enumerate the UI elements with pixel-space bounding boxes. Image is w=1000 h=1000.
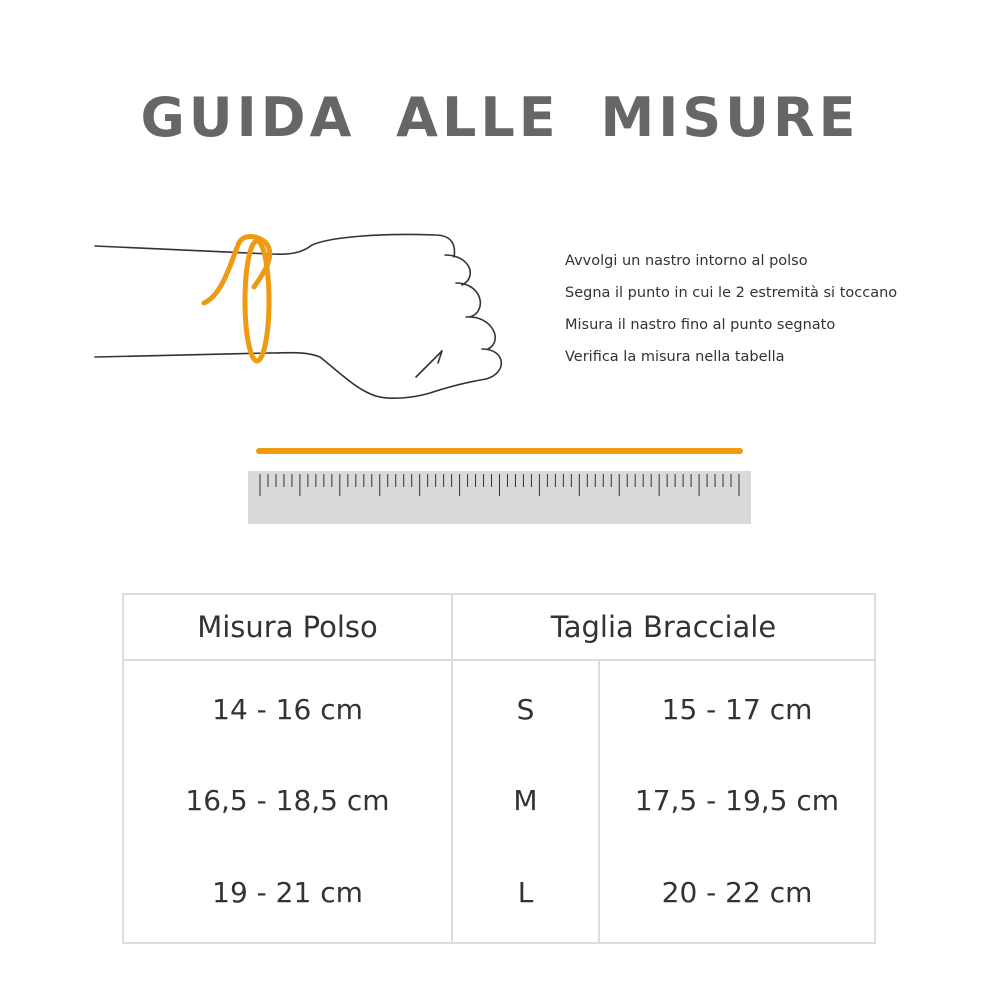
table-row bbox=[123, 758, 875, 842]
instructions-list bbox=[565, 250, 897, 378]
table-row bbox=[123, 842, 875, 943]
instruction-step: Misura il nastro fino al punto segnato bbox=[565, 317, 836, 333]
size-letter-cell: S bbox=[452, 660, 599, 758]
table-row bbox=[123, 660, 875, 758]
size-letter-cell: M bbox=[452, 758, 599, 842]
ruler-icon bbox=[248, 471, 751, 524]
page-title: GUIDA ALLE MISURE bbox=[140, 86, 860, 149]
instruction-step: Verifica la misura nella tabella bbox=[565, 349, 785, 365]
wrist-cell: 14 - 16 cm bbox=[123, 660, 452, 758]
header-bracelet-size: Taglia Bracciale bbox=[452, 594, 875, 660]
bracelet-length-cell: 15 - 17 cm bbox=[599, 660, 875, 758]
size-letter-cell: L bbox=[452, 842, 599, 943]
bracelet-length-cell: 20 - 22 cm bbox=[599, 842, 875, 943]
instruction-step: Avvolgi un nastro intorno al polso bbox=[565, 253, 808, 269]
header-wrist-size: Misura Polso bbox=[123, 594, 452, 660]
hand-with-tape-icon bbox=[90, 225, 510, 405]
wrist-cell: 19 - 21 cm bbox=[123, 842, 452, 943]
measuring-tape bbox=[256, 448, 743, 454]
wrist-cell: 16,5 - 18,5 cm bbox=[123, 758, 452, 842]
size-table bbox=[122, 593, 876, 944]
bracelet-length-cell: 17,5 - 19,5 cm bbox=[599, 758, 875, 842]
instruction-step: Segna il punto in cui le 2 estremità si toccano bbox=[565, 285, 898, 301]
